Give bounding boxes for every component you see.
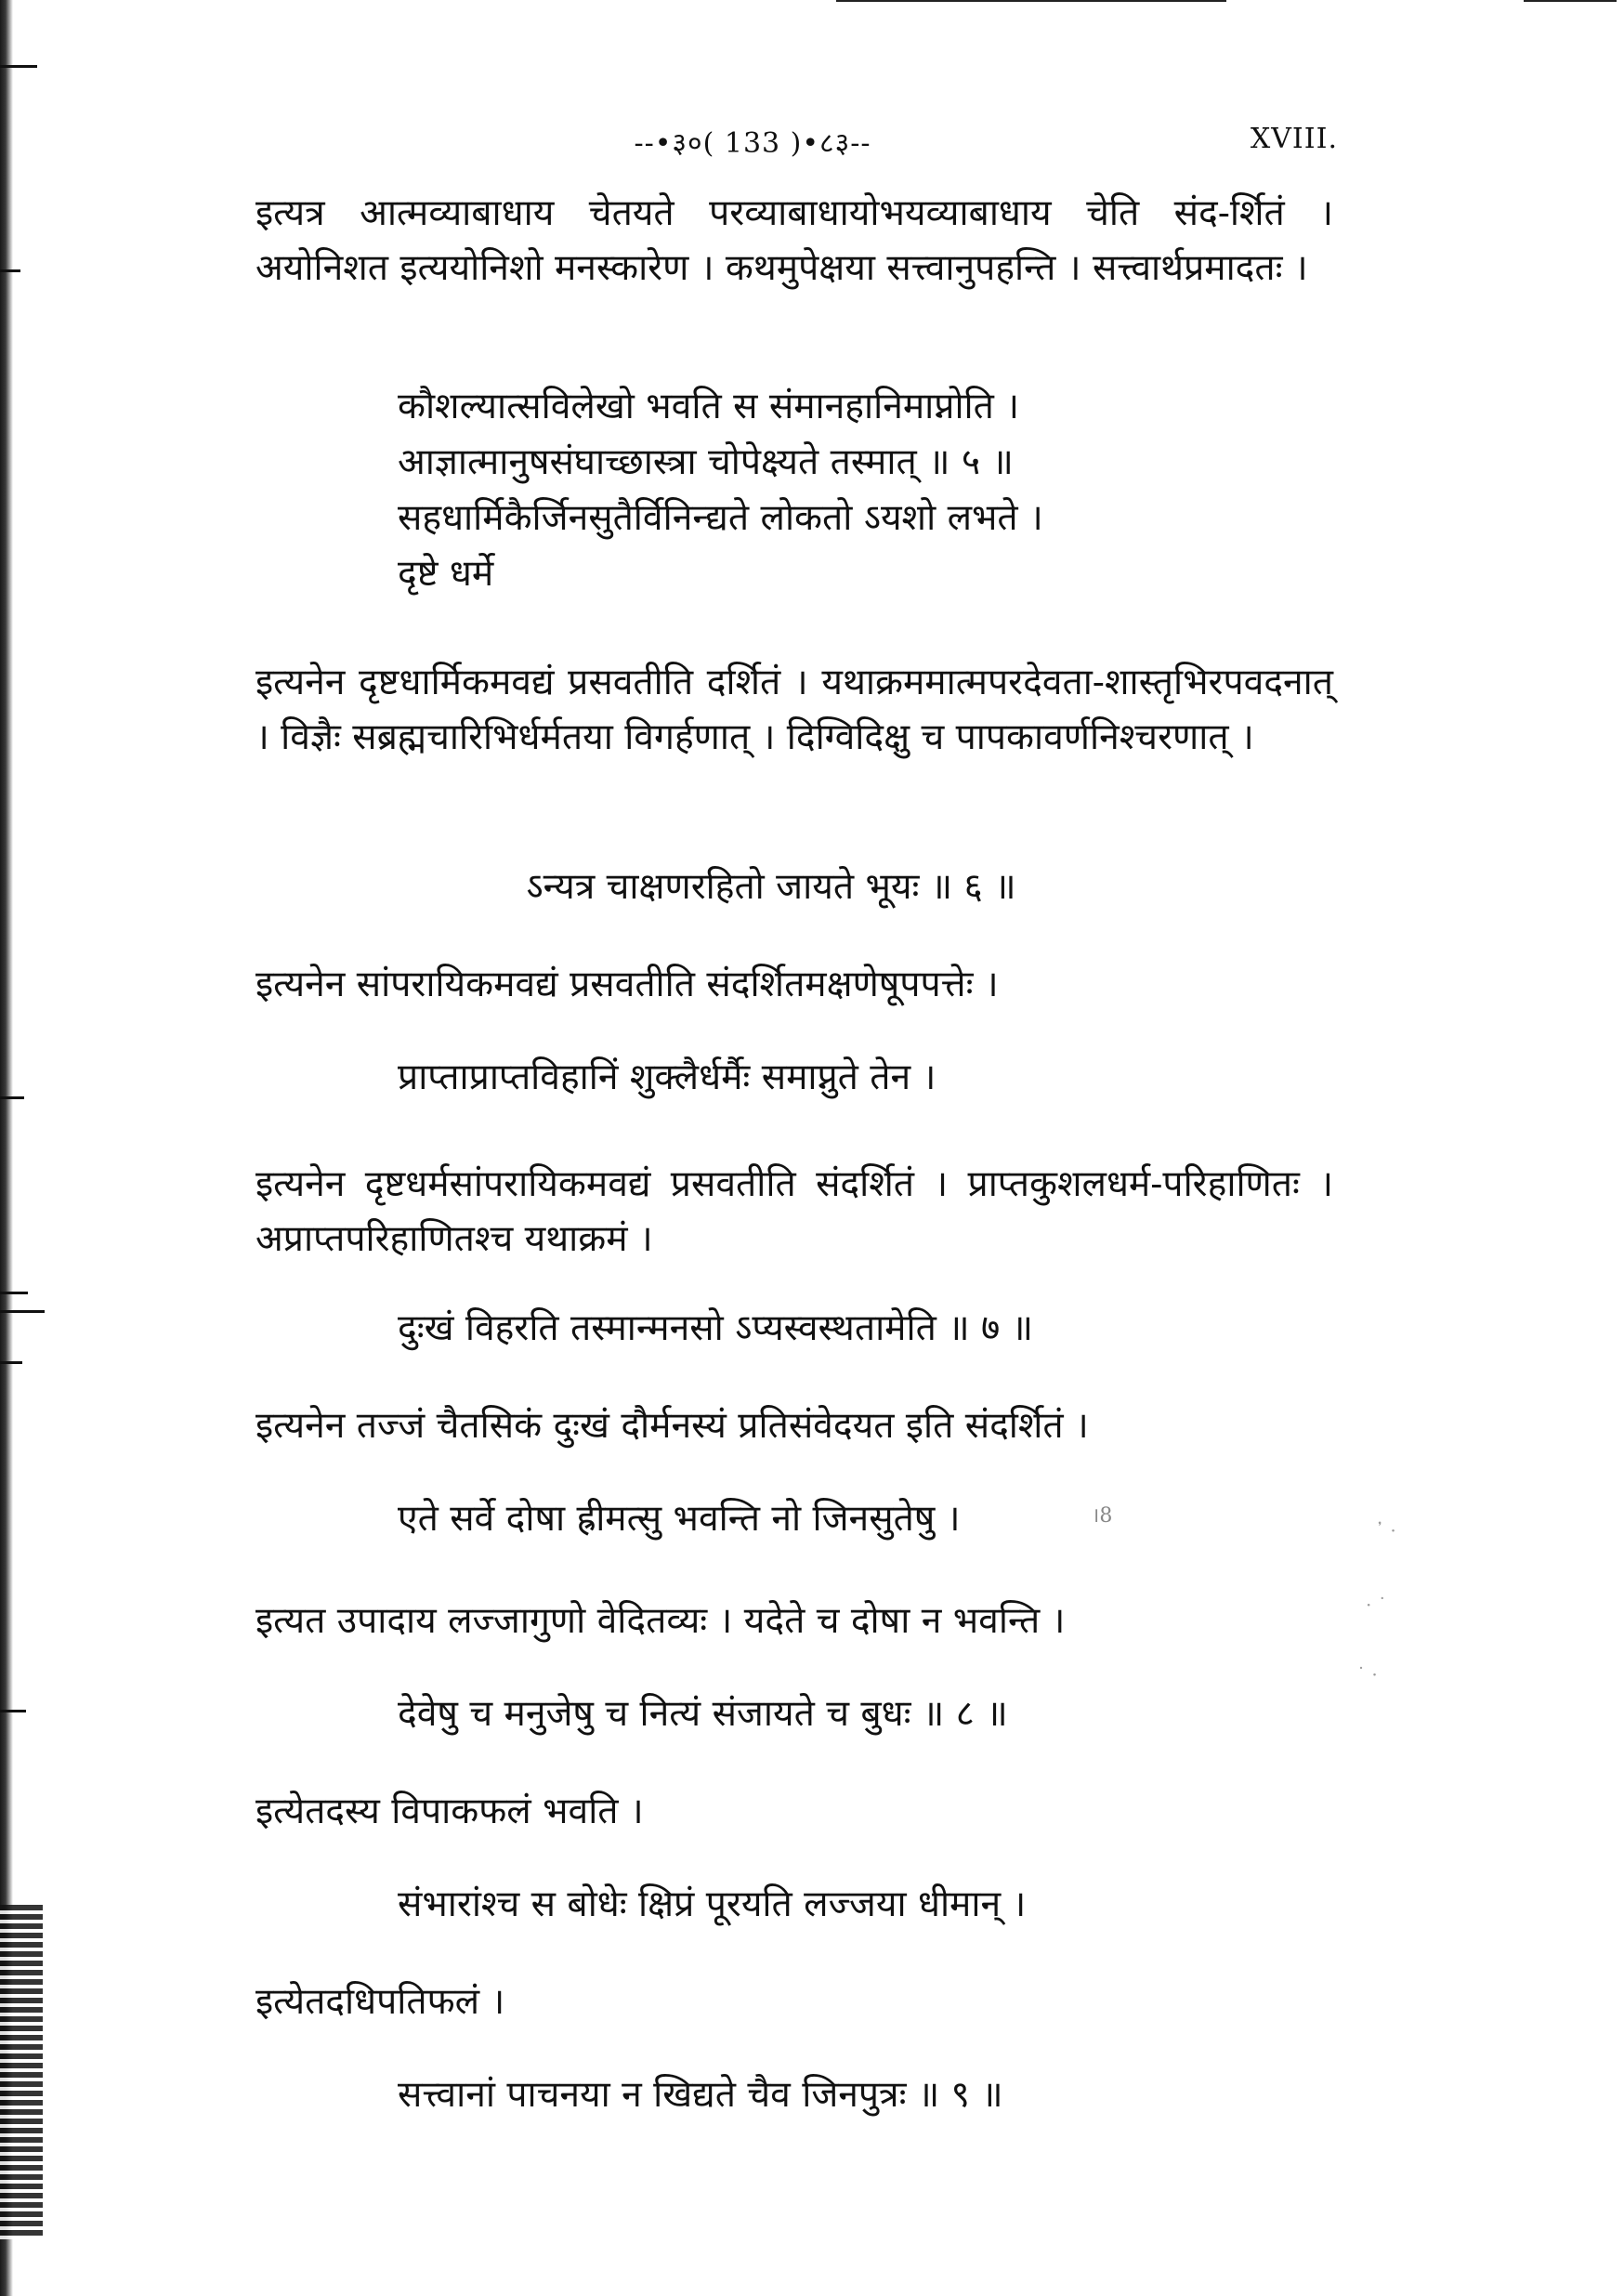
page-number: --•३०( 133 )•८३-- — [634, 127, 871, 160]
paragraph-text: इत्यनेन दृष्टधर्मसांपरायिकमवद्यं प्रसवतीति संदर्शितं । प्राप्तकुशलधर्म-परिहाणितः । अप्राप्तपरिहाणितश्च यथाक्रमं । — [255, 1163, 1333, 1260]
scan-top-line — [836, 0, 1226, 2]
stray-mark: · ˙ — [1366, 1594, 1387, 1616]
verse-line: कौशल्यात्सविलेखो भवति स संमानहानिमाप्नोति । — [398, 386, 1020, 427]
scan-edge-mark — [0, 1310, 45, 1313]
commentary-paragraph — [209, 655, 1333, 765]
scan-edge-mark — [0, 1096, 24, 1099]
verse-line: एते सर्वे दोषा ह्रीमत्सु भवन्ति नो जिनसुतेषु । — [398, 1498, 961, 1540]
verse-line: दुःखं विहरति तस्मान्मनसो ऽप्यस्वस्थतामेति ॥ ७ ॥ — [398, 1307, 1034, 1349]
commentary-line: इत्येतदधिपतिफलं । — [255, 1981, 505, 2023]
scan-edge-mark — [0, 1710, 26, 1712]
scan-edge-mark — [0, 1361, 22, 1364]
verse-line: दृष्टे धर्मे — [398, 553, 494, 595]
verse-line: आज्ञात्मानुषसंघाच्छास्त्रा चोपेक्ष्यते तस्मात् ॥ ५ ॥ — [398, 441, 1014, 483]
verse-line: प्राप्ताप्राप्तविहानिं शुक्लैर्धर्मैः समाप्नुते तेन । — [398, 1056, 936, 1098]
commentary-paragraph — [209, 1157, 1333, 1266]
paragraph-text: इत्यत्र आत्मव्याबाधाय चेतयते परव्याबाधायोभयव्याबाधाय चेति संद-र्शितं । अयोनिशत इत्ययोनिशो मनस्कारेण । कथमुपेक्षया सत्त्वानुपहन्ति । सत्त्वार्थप्रमादतः । — [255, 192, 1333, 289]
scan-edge-mark — [0, 65, 37, 68]
scan-top-line — [1524, 0, 1617, 2]
commentary-line: इत्यत उपादाय लज्जागुणो वेदितव्यः । यदेते च दोषा न भवन्ति । — [255, 1600, 1066, 1642]
commentary-line: इत्येतदस्य विपाकफलं भवति । — [255, 1791, 644, 1832]
commentary-paragraph — [209, 186, 1333, 295]
scan-binding-block — [0, 1905, 43, 2239]
section-number: XVIII. — [1250, 123, 1338, 155]
verse-line: सहधार्मिकैर्जिनसुतैर्विनिन्द्यते लोकतो ऽयशो लभते । — [398, 497, 1043, 539]
commentary-line: इत्यनेन सांपरायिकमवद्यं प्रसवतीति संदर्शितमक्षणेषूपपत्तेः । — [255, 964, 999, 1005]
scan-edge-mark — [0, 1292, 28, 1294]
stray-mark: ᾿ · — [1375, 1519, 1396, 1542]
paragraph-text: इत्यनेन दृष्टधार्मिकमवद्यं प्रसवतीति दर्शितं । यथाक्रममात्मपरदेवता-शास्तृभिरपवदनात् । विज्ञैः सब्रह्मचारिभिर्धर्मतया विगर्हणात् । दिग्विदिक्षु च पापकावर्णनिश्चरणात् । — [255, 662, 1333, 758]
scan-edge-mark — [0, 269, 20, 272]
verse-line: ऽन्यत्र चाक्षणरहितो जायते भूयः ॥ ६ ॥ — [526, 866, 1016, 908]
stray-mark: ˙ · — [1356, 1663, 1378, 1686]
verse-line: संभारांश्च स बोधेः क्षिप्रं पूरयति लज्जया धीमान् । — [398, 1883, 1027, 1925]
verse-line: देवेषु च मनुजेषु च नित्यं संजायते च बुधः ॥ ८ ॥ — [398, 1693, 1008, 1735]
margin-note: ।8 — [1092, 1504, 1113, 1528]
commentary-line: इत्यनेन तज्जं चैतसिकं दुःखं दौर्मनस्यं प्रतिसंवेदयत इति संदर्शितं । — [255, 1405, 1089, 1447]
verse-line: सत्त्वानां पाचनया न खिद्यते चैव जिनपुत्रः ॥ ९ ॥ — [398, 2074, 1003, 2116]
